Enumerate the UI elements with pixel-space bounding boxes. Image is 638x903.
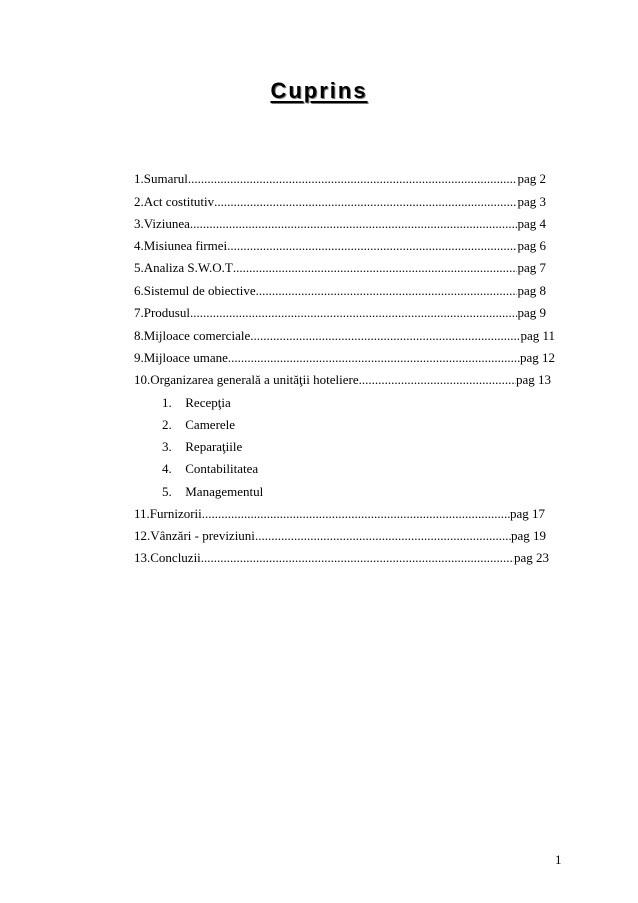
toc-subentry-number: 4. xyxy=(162,461,172,476)
toc-leader-dots xyxy=(190,216,518,232)
toc-entry[interactable] xyxy=(134,171,546,187)
page-number: 1 xyxy=(555,852,562,867)
toc-entry-label: Vânzări - previziuni xyxy=(150,528,255,543)
toc-entry-number: 4. xyxy=(134,238,144,253)
toc-entry[interactable] xyxy=(134,506,545,522)
toc-entry-label: Furnizorii xyxy=(149,506,202,521)
toc-entry-label: Act costitutiv xyxy=(143,194,215,209)
toc-entry-page: pag 9 xyxy=(517,305,546,320)
toc-entry-page: pag 7 xyxy=(517,260,546,275)
toc-leader-dots xyxy=(202,506,510,522)
toc-entry-label: Mijloace umane xyxy=(143,350,228,365)
toc-subentry-number: 2. xyxy=(162,417,172,432)
toc-subentry-label: Camerele xyxy=(185,417,236,432)
toc-leader-dots xyxy=(233,260,518,276)
toc-entry-number: 5. xyxy=(134,260,144,275)
toc-entry[interactable] xyxy=(134,238,546,254)
toc-entry-number: 13. xyxy=(134,550,151,565)
toc-leader-dots xyxy=(359,372,516,388)
toc-entry-label: Misiunea firmei xyxy=(143,238,228,253)
toc-entry-label: Analiza S.W.O.T xyxy=(143,260,233,275)
toc-entry-page: pag 2 xyxy=(517,171,546,186)
toc-subentry[interactable] xyxy=(162,395,231,411)
toc-entry-page: pag 12 xyxy=(519,350,555,365)
title-text: Cuprins xyxy=(270,78,368,103)
toc-subentry-label: Contabilitatea xyxy=(185,461,259,476)
toc-entry[interactable] xyxy=(134,283,546,299)
toc-entry-page: pag 19 xyxy=(510,528,546,543)
toc-subentry-label: Reparaţiile xyxy=(185,439,243,454)
toc-entry[interactable] xyxy=(134,305,546,321)
toc-leader-dots xyxy=(256,283,518,299)
toc-entry[interactable] xyxy=(134,194,546,210)
toc-entry-label: Sistemul de obiective xyxy=(143,283,256,298)
toc-entry-number: 11. xyxy=(134,506,150,521)
toc-entry-number: 3. xyxy=(134,216,144,231)
toc-leader-dots xyxy=(214,194,517,210)
toc-subentry[interactable] xyxy=(162,461,258,477)
toc-subentry-number: 3. xyxy=(162,439,172,454)
toc-entry-label: Produsul xyxy=(143,305,190,320)
toc-leader-dots xyxy=(227,238,517,254)
toc-entry-number: 9. xyxy=(134,350,144,365)
toc-entry-page: pag 13 xyxy=(515,372,551,387)
toc-subentry-label: Recepţia xyxy=(185,395,231,410)
toc-entry[interactable] xyxy=(134,550,549,566)
toc-entry-page: pag 17 xyxy=(509,506,545,521)
toc-entry[interactable] xyxy=(134,328,555,344)
toc-leader-dots xyxy=(228,350,520,366)
toc-entry-number: 10. xyxy=(134,372,151,387)
toc-entry-page: pag 11 xyxy=(520,328,555,343)
toc-leader-dots xyxy=(201,550,514,566)
toc-entry[interactable] xyxy=(134,372,551,388)
toc-entry-page: pag 8 xyxy=(517,283,546,298)
toc-entry[interactable] xyxy=(134,350,555,366)
toc-entry-label: Viziunea xyxy=(143,216,190,231)
toc-leader-dots xyxy=(188,171,518,187)
toc-entry-label: Organizarea generală a unităţii hoteliere xyxy=(150,372,359,387)
toc-leader-dots xyxy=(255,528,511,544)
toc-entry-number: 12. xyxy=(134,528,151,543)
toc-entry-page: pag 6 xyxy=(517,238,546,253)
toc-entry-number: 2. xyxy=(134,194,144,209)
toc-entry-page: pag 3 xyxy=(517,194,546,209)
toc-leader-dots xyxy=(250,328,520,344)
toc-entry-number: 6. xyxy=(134,283,144,298)
toc-subentry-number: 1. xyxy=(162,395,172,410)
toc-entry-number: 7. xyxy=(134,305,144,320)
toc-subentry[interactable] xyxy=(162,484,263,500)
toc-entry[interactable] xyxy=(134,528,546,544)
toc-entry-label: Mijloace comerciale xyxy=(143,328,251,343)
toc-leader-dots xyxy=(190,305,517,321)
toc-entry-number: 1. xyxy=(134,171,144,186)
toc-entry-page: pag 23 xyxy=(513,550,549,565)
toc-subentry-label: Managementul xyxy=(185,484,264,499)
toc-subentry[interactable] xyxy=(162,417,235,433)
toc-entry-page: pag 4 xyxy=(517,216,546,231)
toc-entry[interactable] xyxy=(134,260,546,276)
toc-entry-label: Sumarul xyxy=(143,171,188,186)
toc-entry[interactable] xyxy=(134,216,546,232)
toc-entry-label: Concluzii xyxy=(150,550,201,565)
toc-subentry[interactable] xyxy=(162,439,242,455)
toc-entry-number: 8. xyxy=(134,328,144,343)
toc-subentry-number: 5. xyxy=(162,484,172,499)
